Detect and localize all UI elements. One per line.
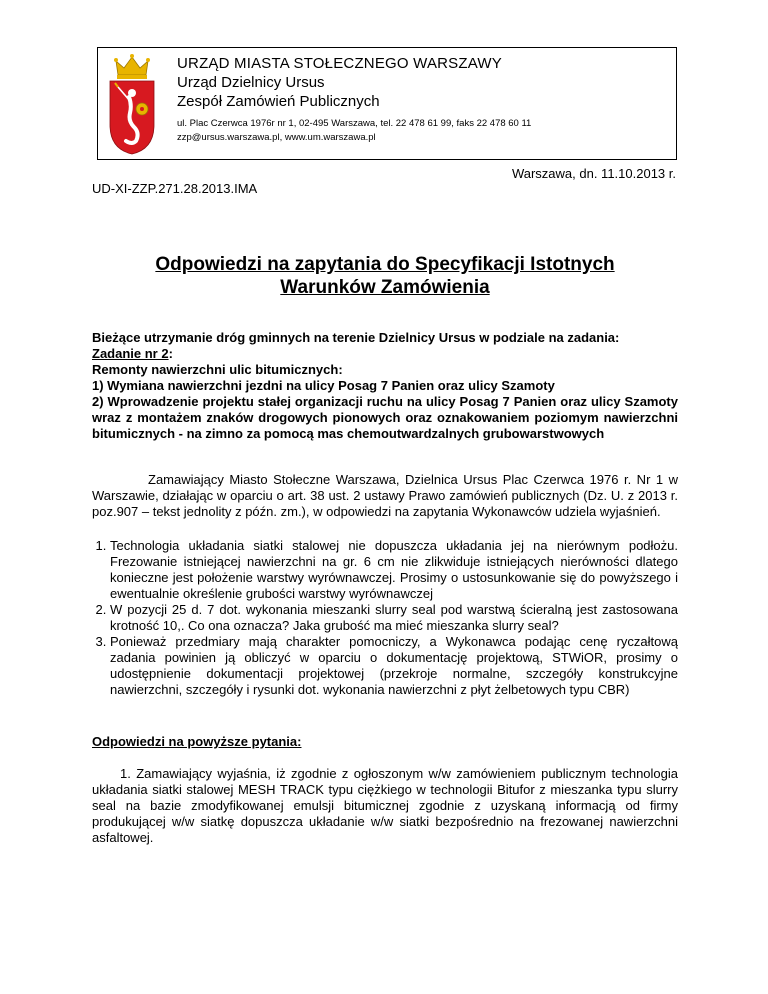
- question-item: 1. Technologia układania siatki stalowej nie dopuszcza układania jej na nierównym podłożu. Frezowanie istniejącej nawierzchni na gr. 6 cm nie zlikwiduje istniejących nierówności dlatego konieczne jest położenie warstwy wyrównawczej. Prosimy o ustosunkowanie się do powyższego i ewentualnie określenie grubości warstwy wyrównawczej: [110, 538, 678, 602]
- place-and-date: Warszawa, dn. 11.10.2013 r.: [511, 166, 676, 181]
- subject-block: [92, 330, 678, 442]
- answer-paragraph-1: 1. Zamawiający wyjaśnia, iż zgodnie z ogłoszonym w/w zamówieniem publicznym technologia układania siatki stalowej MESH TRACK typu ciężkiego w technologii Bitufor z mieszanka typu slurry seal na bazie zmodyfikowanej emulsji bitumicznej zgodnie z uzyskaną informacją od firmy produkującej w/w siatkę dopuszcza układanie w/w siatki bezpośrednio na frezowanej nawierzchni asfaltowej.: [92, 766, 678, 845]
- procurement-team: Zespół Zamówień Publicznych: [177, 93, 380, 110]
- answers-heading: Odpowiedzi na powyższe pytania:: [92, 734, 302, 749]
- letterhead: [97, 47, 677, 160]
- office-contact: zzp@ursus.warszawa.pl, www.um.warszawa.pl: [177, 132, 376, 143]
- document-title: [92, 253, 678, 299]
- subject-item-1: 1) Wymiana nawierzchni jezdni na ulicy Posag 7 Panien oraz ulicy Szamoty: [92, 378, 555, 393]
- task-suffix: :: [168, 346, 173, 361]
- question-item: 3. Ponieważ przedmiary mają charakter pomocniczy, a Wykonawca podając cenę ryczałtową zadania powinien ją obliczyć w oparciu o dokumentację projektową, STWiOR, prosimy o udostępnienie dokumentacji projektowej (przekroje normalne, szczegóły konstrukcyjne nawierzchni, szczegóły i rysunki dot. wykonania nawierzchni z płyt żelbetowych typu CBR): [110, 634, 678, 698]
- title-line-1: Odpowiedzi na zapytania do Specyfikacji Istotnych: [155, 254, 615, 275]
- subject-task: [92, 346, 678, 362]
- subject-line-3: Remonty nawierzchni ulic bitumicznych:: [92, 362, 343, 377]
- subject-line-1: Bieżące utrzymanie dróg gminnych na terenie Dzielnicy Ursus w podziale na zadania:: [92, 330, 620, 345]
- question-item: 2. W pozycji 25 d. 7 dot. wykonania mieszanki slurry seal pod warstwą ścieralną jest zastosowana krotność 10,. Co ona oznacza? Jaka grubość ma mieć mieszanka slurry seal?: [110, 602, 678, 634]
- subject-item-2: 2) Wprowadzenie projektu stałej organizacji ruchu na ulicy Posag 7 Panien oraz ulicy Szamoty wraz z montażem znaków drogowych pionowych oraz oznakowaniem poziomym nawierzchni bitumicznych - na zimno za pomocą mas chemoutwardzalnych grubowarstwowych: [92, 394, 678, 441]
- office-address: ul. Plac Czerwca 1976r nr 1, 02-495 Warszawa, tel. 22 478 61 99, faks 22 478 60 11: [177, 118, 532, 129]
- document-body: [92, 330, 678, 846]
- warsaw-coat-of-arms-icon: [106, 53, 158, 155]
- questions-list: [92, 538, 678, 698]
- reference-number: UD-XI-ZZP.271.28.2013.IMA: [92, 181, 258, 196]
- institution-name: URZĄD MIASTA STOŁECZNEGO WARSZAWY: [177, 55, 502, 72]
- letterhead-text: [177, 54, 531, 145]
- title-line-2: Warunków Zamówienia: [280, 277, 490, 298]
- district-office: Urząd Dzielnicy Ursus: [177, 74, 325, 91]
- intro-paragraph: Zamawiający Miasto Stołeczne Warszawa, Dzielnica Ursus Plac Czerwca 1976 r. Nr 1 w Warszawie, działając w oparciu o art. 38 ust. 2 ustawy Prawo zamówień publicznych (Dz. U. z 2013 r. poz.907 – tekst jednolity z późn. zm.), w odpowiedzi na zapytania Wykonawców udziela wyjaśnień.: [92, 472, 678, 519]
- task-number: Zadanie nr 2: [92, 346, 169, 361]
